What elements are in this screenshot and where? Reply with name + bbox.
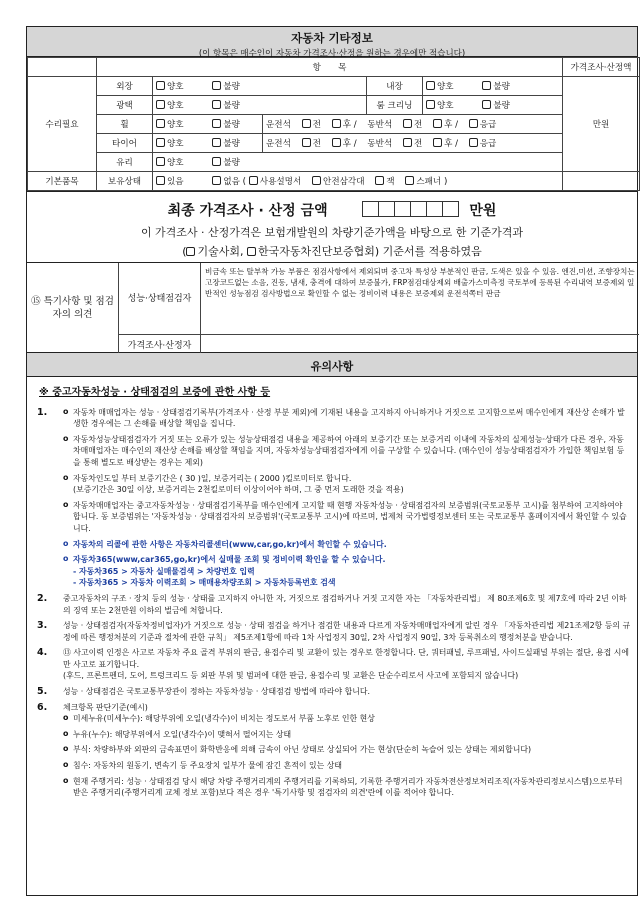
basic-yes-checkbox[interactable]: [156, 176, 165, 185]
notice-subtitle: ※ 중고자동차성능 · 상태점검의 보증에 관한 사항 등: [39, 387, 271, 398]
row-label-glass: 유리: [97, 153, 153, 172]
final-price-unit: 만원: [469, 203, 497, 219]
price-inspector-label: 가격조사·산정자: [119, 335, 201, 353]
row-label-room-clean: 룸 크리닝: [367, 96, 423, 115]
jack-checkbox[interactable]: [375, 176, 384, 185]
tire-good-checkbox[interactable]: [156, 138, 165, 147]
notice-item-5: 5. 성능 · 상태점검은 국토교통부장관이 정하는 자동차성능 · 상태점검 방법에 따라야 합니다.: [37, 686, 371, 698]
row-label-wheel: 휠: [97, 115, 153, 134]
section-header-other-info: [27, 27, 637, 57]
interior-bad-checkbox[interactable]: [482, 81, 491, 90]
final-price-note: 이 가격조사 · 산정가격은 보험개발원의 차량기준가액을 바탕으로 한 기준가격과: [140, 226, 524, 239]
wheel-driver-front-checkbox[interactable]: [302, 119, 311, 128]
wheel-bad-checkbox[interactable]: [212, 119, 221, 128]
org2-checkbox[interactable]: [247, 247, 256, 256]
section-title: 자동차 기타정보: [291, 31, 373, 45]
row-label-gloss: 광택: [97, 96, 153, 115]
recall-link[interactable]: o 자동차의 리콜에 관한 사항은 자동차리콜센터(www,car,go,kr)에서 확인할 수 있습니다.: [63, 539, 631, 551]
tire-passenger-front-checkbox[interactable]: [403, 138, 412, 147]
section-subtitle: (이 항목은 매수인이 자동차 가격조사·산정을 원하는 경우에만 적습니다): [198, 49, 466, 59]
repair-table: 항 목 가격조사·산정액 수리필요 외장 양호 불량 내장 양호 불량 만원 광택 양호 불량 룸 크리닝 양호 불량 휠 양호 불량 운전석 전 후 / 동반석 전 후 / 응급 타이어 양호 불량 운전석 전 후 / 동반석 전 후 / 응급 유리 양호 불량 기본품목 보유상태 있음 없음 ( 사용설명서 안전삼각대 잭 스패너 ): [27, 57, 640, 191]
wheel-passenger-front-checkbox[interactable]: [403, 119, 412, 128]
triangle-checkbox[interactable]: [312, 176, 321, 185]
group-repair-needed: 수리필요: [28, 77, 97, 172]
basic-no-checkbox[interactable]: [212, 176, 221, 185]
tire-passenger-rear-checkbox[interactable]: [433, 138, 442, 147]
group-basic-items: 기본품목: [28, 172, 97, 191]
notice-header: 유의사항: [27, 353, 637, 377]
tire-driver-front-checkbox[interactable]: [302, 138, 311, 147]
tire-emergency-checkbox[interactable]: [469, 138, 478, 147]
final-price-input[interactable]: [363, 201, 459, 221]
notice-body: [27, 377, 637, 799]
inspection-form: [26, 26, 638, 896]
notice-item-1: 1. o 자동차 매매업자는 성능 · 상태점검기록부(가격조사 · 산정 부분 제외)에 기재된 내용을 고지하지 아니하거나 거짓으로 고지함으로써 매수인에게 재산상 손해가 발생한 경우에는 그 손해를 배상할 책임을 집니다. o 자동차성능상태점검자가 거짓 또는 오류가 있는 성능상태점검 내용을 제공하여 아래의 보증기간 또는 보증거리 이내에 자동차의 실제성능·상태가 다른 경우, 자동차매매업자는 매수인의 재산상 손해를 배상할 책임을 지며, 자동차성능상태점검자에게 이를 구상할 수 있습니다. (매수인이 성능상태점검자가 가입한 책임보험 등을 통해 별도로 배상받는 경우는 제외) o 자동차인도일 부터 보증기간은 ( 30 )일, 보증거리는 ( 2000 )킬로미터로 합니다. (보증기간은 30일 이상, 보증거리는 2천킬로미터 이상이어야 하며, 그 중 먼저 도래한 것을 적용) o 자동차매매업자는 중고자동차성능 · 상태점검기록부를 매수인에게 고지할 때 현행 자동차성능 · 상태점검자의 보증범위(국토교통부 고시)를 첨부하여 고지하여야 합니다. 동 보증범위는 '자동차성능 · 상태점검자의 보증범위'(국토교통부 고시)에 따르며, 법제처 국가법령정보센터 또는 국토교통부 홈페이지에서 확인할 수 있습니다. o 자동차의 리콜에 관한 사항은 자동차리콜센터(www,car,go,kr)에서 확인할 수 있습니다. o 자동차365(www,car365,go,kr)에서 실매물 조회 및 정비이력 확인을 할 수 있습니다. - 자동차365 > 자동차 실매물검색 > 차량번호 입력 - 자동차365 > 자동차 이력조회 > 매매용차량조회 > 자동차등록번호 검색: [33, 407, 631, 589]
opinion-section: [27, 263, 637, 353]
row-label-exterior: 외장: [97, 77, 153, 96]
exterior-bad-checkbox[interactable]: [212, 81, 221, 90]
interior-good-checkbox[interactable]: [426, 81, 435, 90]
exterior-good-checkbox[interactable]: [156, 81, 165, 90]
col-header-price: 가격조사·산정액: [563, 58, 640, 77]
row-label-owned: 보유상태: [97, 172, 153, 191]
glass-good-checkbox[interactable]: [156, 157, 165, 166]
room-clean-good-checkbox[interactable]: [426, 100, 435, 109]
tire-driver-rear-checkbox[interactable]: [332, 138, 341, 147]
performance-inspector-label: 성능·상태점검자: [119, 263, 201, 335]
notice-item-4: 4. ⑬ 사고이력 인정은 사고로 자동차 주요 골격 부위의 판금, 용접수리 및 교환이 있는 경우로 한정합니다. 단, 쿼터패널, 루프패널, 사이드실패널 부위는 절단, 용접 시에만 사고로 표기합니다. (후드, 프론트펜더, 도어, 트렁크리드 등 외판 부위 및 범퍼에 대한 판금, 용접수리 및 교환은 단순수리로서 사고에 포함되지 않습니다): [37, 647, 629, 681]
room-clean-bad-checkbox[interactable]: [482, 100, 491, 109]
opinion-label: ⑮ 특기사항 및 점검자의 의견: [27, 263, 119, 353]
manual-checkbox[interactable]: [249, 176, 258, 185]
price-unit: 만원: [563, 77, 640, 172]
spanner-checkbox[interactable]: [405, 176, 414, 185]
wheel-driver-rear-checkbox[interactable]: [332, 119, 341, 128]
col-header-item: 항 목: [97, 58, 563, 77]
glass-bad-checkbox[interactable]: [212, 157, 221, 166]
wheel-good-checkbox[interactable]: [156, 119, 165, 128]
notice-item-3: 3. 성능 · 상태점검자(자동차정비업자)가 거짓으로 성능 · 상태 점검을 하거나 점검한 내용과 다르게 자동차매매업자에게 알린 경우 「자동차관리법 제21조제2항 등의 규정에 따른 행정처분의 기준과 절차에 관한 규칙」 제5조제1항에 따라 1차 사업정지 30일, 2차 사업정지 90일, 3차 등록취소의 행정처분을 받습니다.: [37, 620, 631, 642]
notice-item-2: 2. 중고자동차의 구조 · 장치 등의 성능 · 상태를 고지하지 아니한 자, 거짓으로 점검하거나 거짓 고지한 자는 「자동차관리법」 제 80조제6호 및 제7호에 따라 2년 이하의 징역 또는 2천만원 이하의 벌금에 처합니다.: [37, 592, 627, 615]
wheel-passenger-rear-checkbox[interactable]: [433, 119, 442, 128]
gloss-bad-checkbox[interactable]: [212, 100, 221, 109]
tire-bad-checkbox[interactable]: [212, 138, 221, 147]
final-price-label: 최종 가격조사 · 산정 금액: [167, 203, 328, 219]
row-label-tire: 타이어: [97, 134, 153, 153]
org1-checkbox[interactable]: [186, 247, 195, 256]
final-price-section: 최종 가격조사 · 산정 금액 만원 이 가격조사 · 산정가격은 보험개발원의 차량기준가액을 바탕으로 한 기준가격과 ( 기술사회, 한국자동차진단보증협회) 기준서를 적용하였음: [27, 191, 637, 263]
row-label-interior: 내장: [367, 77, 423, 96]
wheel-emergency-checkbox[interactable]: [469, 119, 478, 128]
car365-link[interactable]: 자동차365(www,car365,go,kr)에서 실매물 조회 및 정비이력 확인을 할 수 있습니다.: [73, 555, 386, 565]
opinion-text: 비금속 또는 탈부착 가능 부품은 점검사항에서 제외되며 중고차 특성상 부분적인 판금, 도색은 있을 수 있음. 엔진,미션, 조향장치는 고장코드없는 소음, 진동, 냄새, 충격에 대하여 보증불가, FRP점검대상제외 배출가스미측정 국토부에 등록된 수리내역 보증제외 일반적인 성능점검 검사방법으로 확인할 수 없는 정비이력 내용은 보증제외 운전석쪽터 판금: [201, 263, 639, 335]
notice-item-6: 6. 체크항목 판단기준(예시) o 미세누유(미세누수): 해당부위에 오일(냉각수)이 비치는 정도로서 부품 노후로 인한 현상 o 누유(누수): 해당부위에서 오일(냉각수)이 맺혀서 떨어지는 상태 o 부식: 차량하부와 외판의 금속표면이 화학반응에 의해 금속이 아닌 상태로 상실되어 가는 현상(단순히 녹슬어 있는 상태는 제외합니다) o 침수: 자동차의 원동기, 변속기 등 주요장치 일부가 물에 잠긴 흔적이 있는 상태 o 현재 주행거리: 성능 · 상태점검 당시 해당 차량 주행거리계의 주행거리를 기록하되, 기록한 주행거리가 자동차전산정보처리조직(자동차관리정보시스템)으로부터 받은 주행거리(주행거리계 교체 정보 포함)보다 적은 경우 '특기사항 및 점검자의 의견'란에 이를 적어야 합니다.: [33, 702, 631, 799]
gloss-good-checkbox[interactable]: [156, 100, 165, 109]
